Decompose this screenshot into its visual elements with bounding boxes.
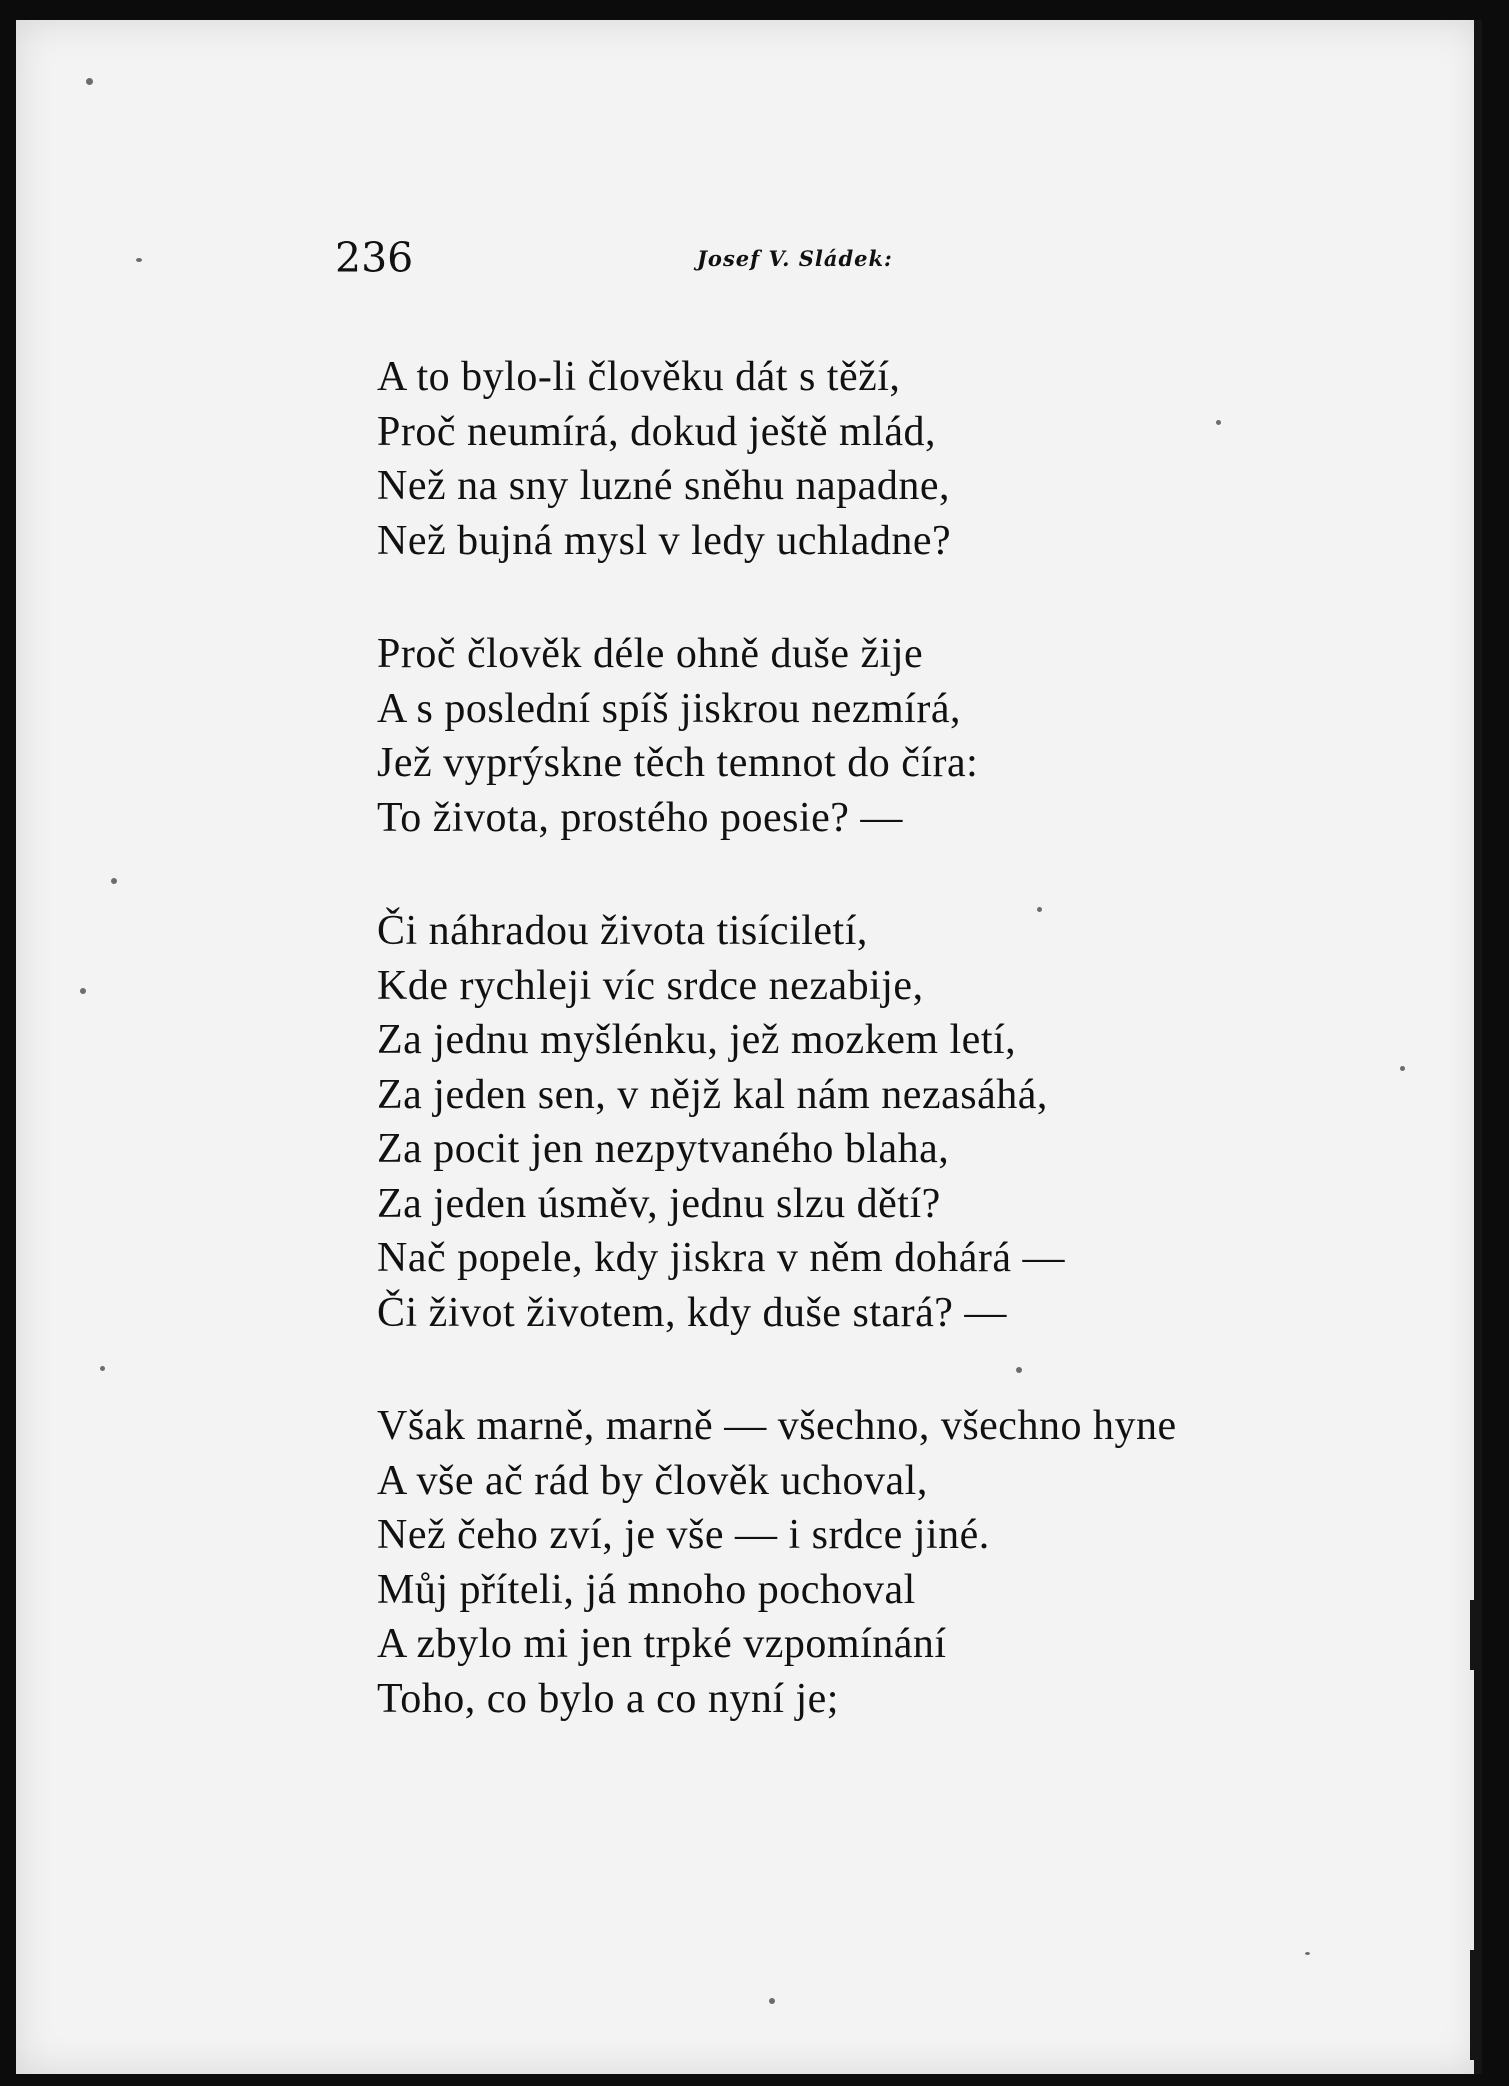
poem-line: Či život životem, kdy duše stará? — [377,1289,1007,1336]
paper-speck [86,78,93,85]
poem-stanza [377,1399,1297,1726]
paper-speck [111,878,117,884]
poem-line: Za jeden sen, v nějž kal nám nezasáhá, [377,1071,1048,1118]
paper-speck [769,1998,775,2004]
poem-line: Nač popele, kdy jiskra v něm dohárá — [377,1235,1065,1281]
poem-line: Za jednu myšlénku, jež mozkem letí, [377,1017,1017,1063]
page-edge-mark [1470,1600,1474,1670]
poem-line: Toho, co bylo a co nyní je; [377,1675,839,1722]
poem-line: Než čeho zví, je vše — i srdce jiné. [377,1512,990,1558]
poem-line: Jež vyprýskne těch temnot do číra: [377,740,979,786]
poem-line: Či náhradou života tisíciletí, [377,908,868,954]
paper-speck [1305,1952,1310,1955]
poem-line: Za jeden úsměv, jednu slzu dětí? [377,1180,941,1227]
poem-line: Proč neumírá, dokud ještě mlád, [377,408,937,455]
poem-text [377,350,1297,1785]
page-edge-shadow [1474,20,1482,2074]
paper-speck [136,258,142,262]
poem-line: Proč člověk déle ohně duše žije [377,631,924,677]
paper-speck [1400,1066,1405,1071]
poem-line: Za pocit jen nezpytvaného blaha, [377,1126,950,1172]
poem-line: A s poslední spíš jiskrou nezmírá, [377,685,961,732]
poem-line: A to bylo-li člověku dát s těží, [377,354,901,400]
paper-speck [100,1366,105,1371]
paper-speck [80,988,86,994]
poem-line: A zbylo mi jen trpké vzpomínání [377,1621,947,1667]
poem-line: Než bujná mysl v ledy uchladne? [377,517,952,564]
poem-stanza [377,904,1297,1340]
poem-line: Než na sny luzné sněhu napadne, [377,463,950,509]
page-number: 236 [335,234,414,282]
poem-line: A vše ač rád by člověk uchoval, [377,1457,928,1504]
poem-line: Však marně, marně — všechno, všechno hyne [377,1403,1177,1449]
poem-line: Kde rychleji víc srdce nezabije, [377,962,924,1009]
page-edge-mark [1470,1950,1474,2060]
poem-stanza [377,350,1297,568]
poem-line: To života, prostého poesie? — [377,794,903,841]
poem-stanza [377,627,1297,845]
poem-line: Můj příteli, já mnoho pochoval [377,1566,916,1613]
running-head-author: Josef V. Sládek: [697,246,893,271]
